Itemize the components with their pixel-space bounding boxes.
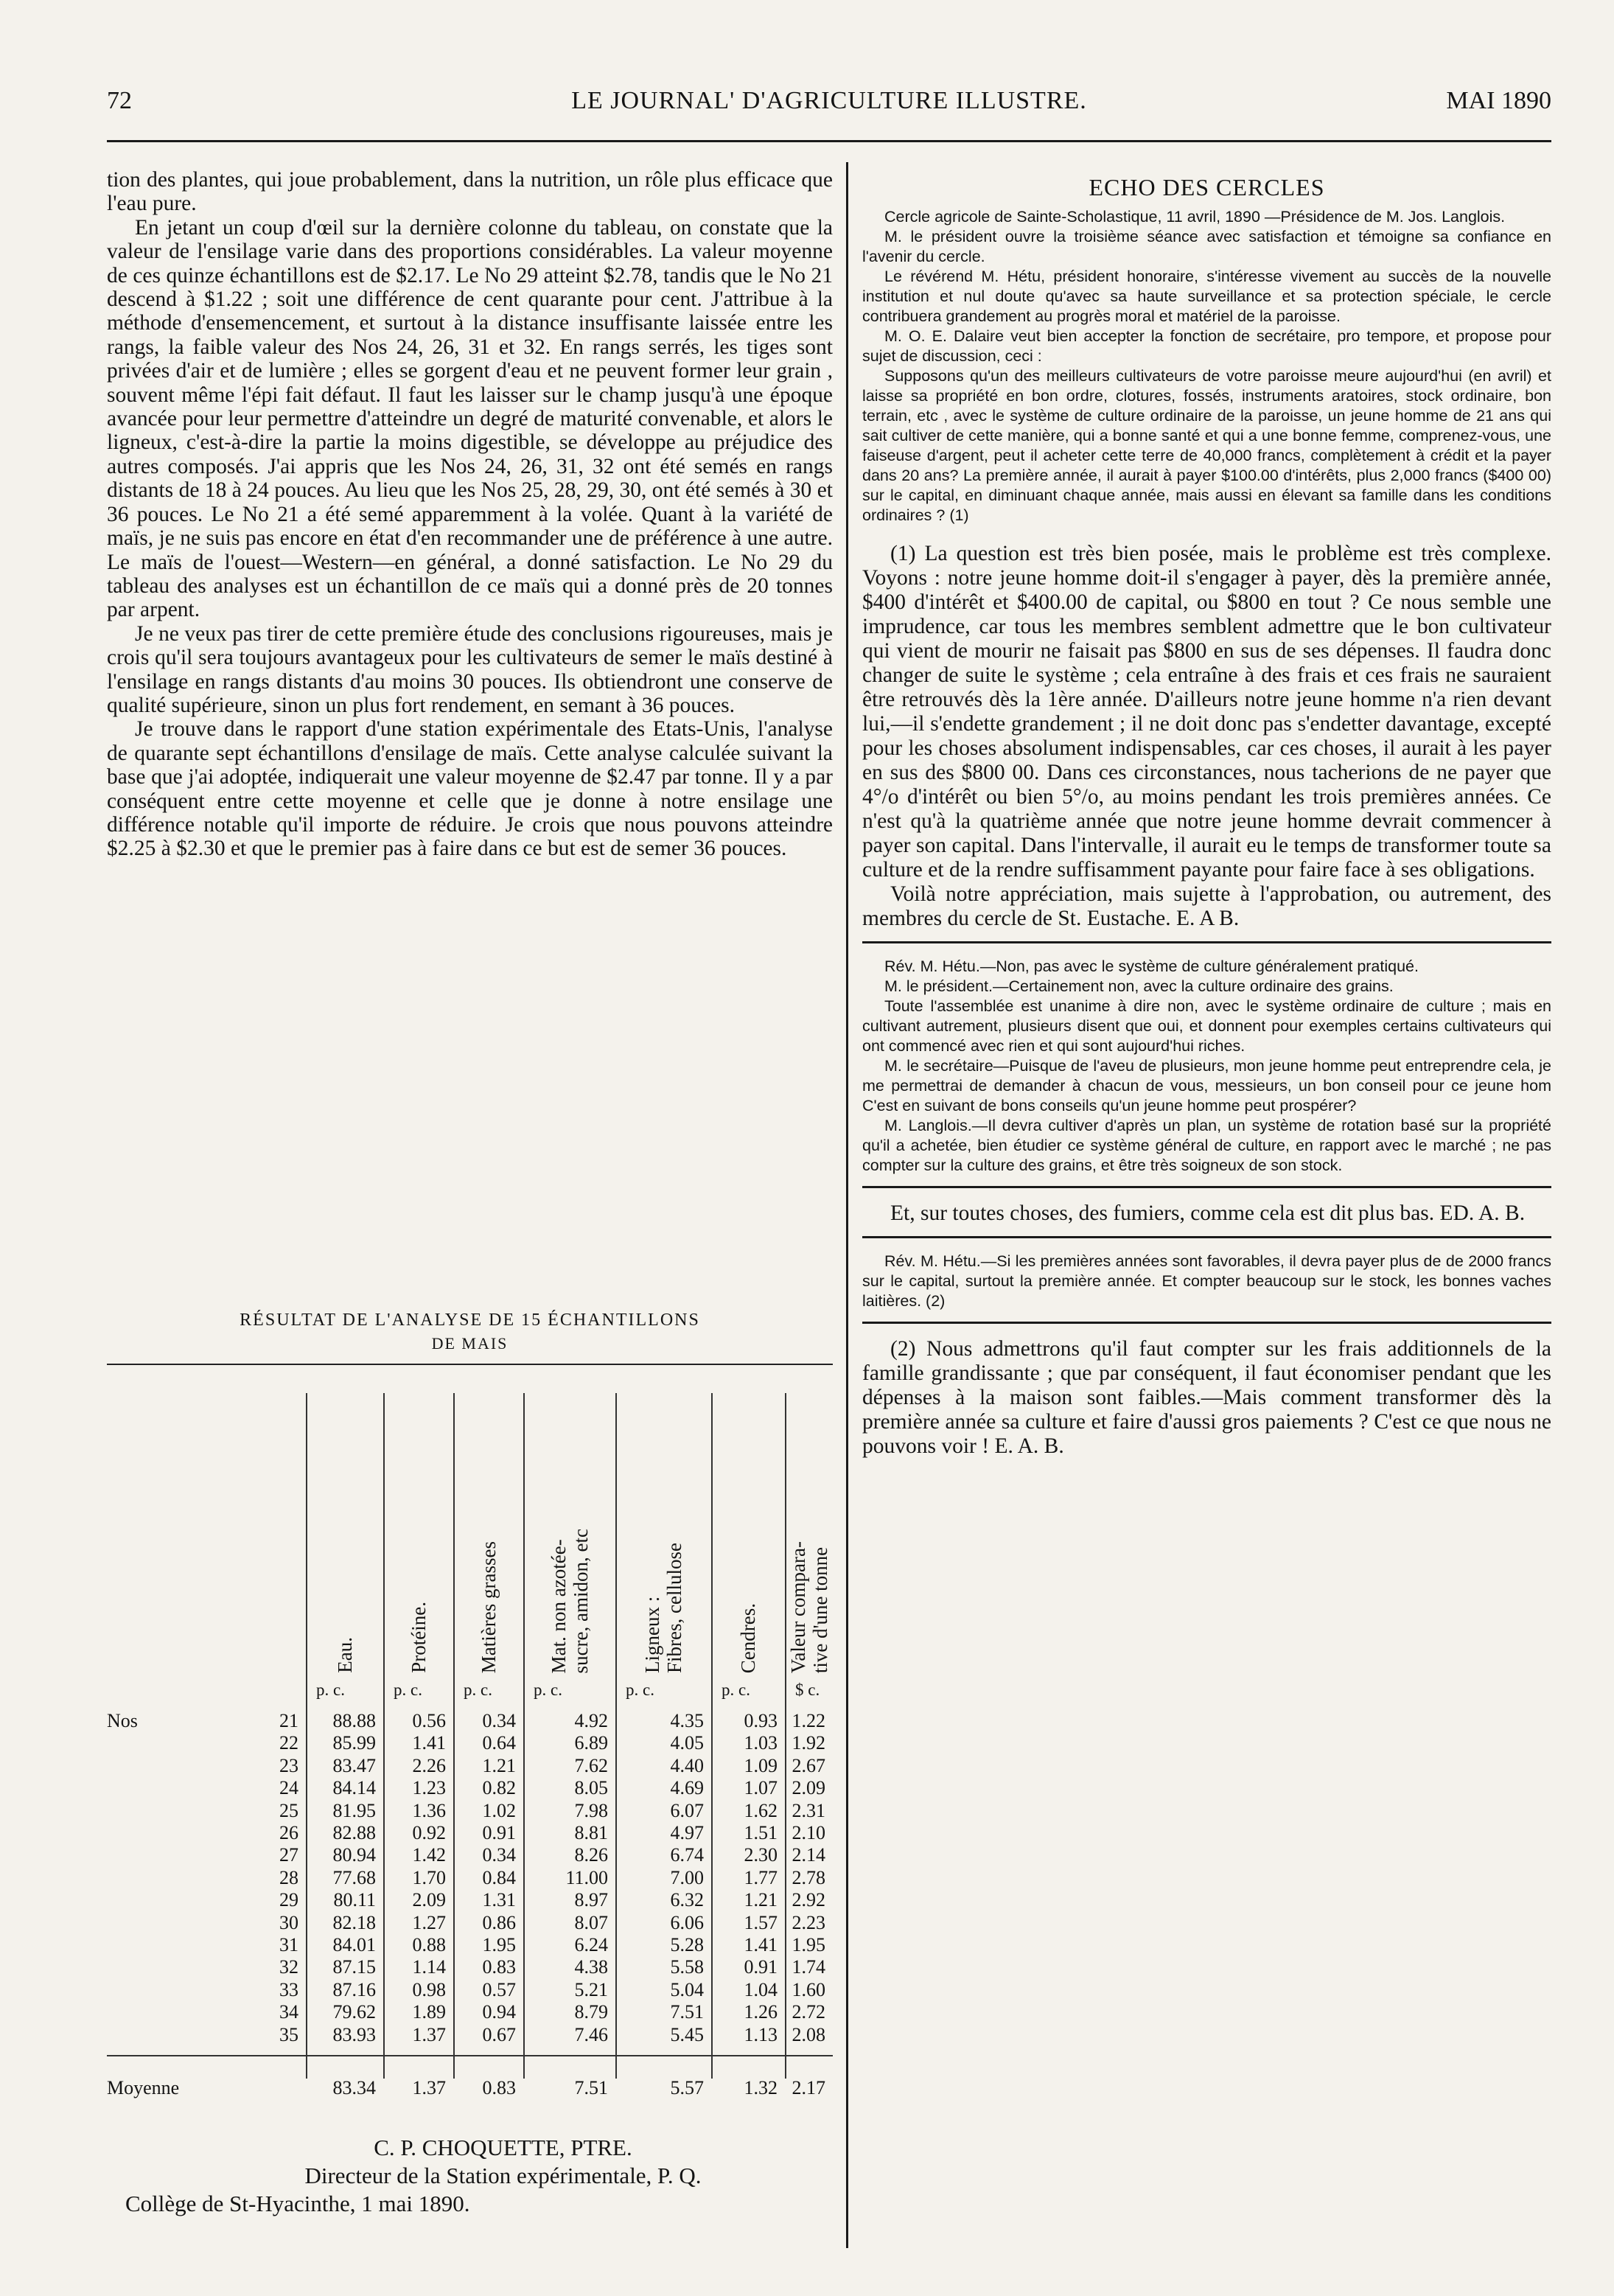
paragraph: Je ne veux pas tirer de cette première étude des conclusions rigoureuses, mais je crois qu'il sera toujours avantageux pour les cultivateurs de semer le maïs destiné à l'ensilage en rangs distants d'au moins 30 pouces. Ils obtiendront une conserve de qualité supérieure, sinon un plus fort rendement, en semant à 36 pouces. — [107, 621, 833, 717]
table-cell: 1.60 — [792, 1978, 825, 2000]
table-cell: 5.04 — [670, 1978, 704, 2000]
sample-number: 24 — [279, 1777, 298, 1799]
column-header — [711, 1393, 785, 1673]
table-cell: 0.91 — [482, 1822, 516, 1843]
table-cell: 2.30 — [744, 1844, 778, 1866]
table-row — [107, 1934, 833, 1956]
unit-label: $ c. — [795, 1681, 820, 1699]
column-header-label: Protéine. — [407, 1602, 430, 1673]
table-cell: 7.51 — [670, 2001, 704, 2023]
table-cell: 0.93 — [744, 1710, 778, 1731]
table-cell: 1.89 — [412, 2001, 446, 2023]
table-cell: 1.92 — [792, 1732, 825, 1754]
unit-label: p. c. — [464, 1681, 492, 1699]
table-cell: 7.62 — [574, 1754, 608, 1776]
table-cell: 2.23 — [792, 1911, 825, 1933]
table-cell: 6.32 — [670, 1889, 704, 1911]
table-cell: 8.05 — [574, 1777, 608, 1799]
issue-date: MAI 1890 — [1446, 87, 1551, 114]
table-cell: 1.95 — [482, 1934, 516, 1955]
table-row — [107, 1912, 833, 1934]
table-cell: 1.26 — [744, 2001, 778, 2023]
table-cell: 5.58 — [670, 1956, 704, 1978]
table-cell: 8.81 — [574, 1822, 608, 1843]
table-cell: 2.26 — [412, 1754, 446, 1776]
table-cell: 4.69 — [670, 1777, 704, 1799]
discussion-2 — [862, 1252, 1551, 1311]
paragraph: Supposons qu'un des meilleurs cultivateurs de votre paroisse meure aujourd'hui (en avril) et laisse sa propriété en bon ordre, clotures, fossés, instruments aratoires, stock ordinaire, bon terrain, etc , avec le système de culture ordinaire de la paroisse, un jeune homme de 21 ans qui sait cultiver de cette manière, qui a bonne santé et qui a une bonne femme, comprenez-vous, une faiseuse d'argent, peut il acheter cette terre de 40,000 francs, complètement à crédit et la payer dans 20 ans? La première année, il aurait à payer $100.00 d'intérêts, plus 2,000 francs ($400 00) sur le capital, en diminuant chaque année, mais aussi en élevant sa famille dans les conditions ordinaires ? (1) — [862, 367, 1551, 524]
paragraph: M. le président ouvre la troisième séance avec satisfaction et témoigne sa confiance en l'avenir du cercle. — [862, 228, 1551, 265]
sample-number: 35 — [279, 2023, 298, 2045]
average-rule — [107, 2055, 833, 2056]
table-cell: 0.83 — [482, 1956, 516, 1978]
editor-note-3 — [862, 1337, 1551, 1459]
column-header — [306, 1393, 383, 1673]
table-row — [107, 1710, 833, 1732]
table-cell: 0.84 — [482, 1866, 516, 1888]
table-cell: 2.09 — [412, 1889, 446, 1911]
table-cell: 4.38 — [574, 1956, 608, 1978]
paragraph: Toute l'assemblée est unanime à dire non, avec le système ordinaire de culture ; mais en cultivant autrement, plusieurs disent que oui, et donnent pour exemples certains cultivateurs qui ont commencé avec rien et qui sont aujourd'hui riches. — [862, 997, 1551, 1055]
unit-label: p. c. — [534, 1681, 562, 1699]
sample-number: 31 — [279, 1934, 298, 1955]
table-cell: 8.07 — [574, 1911, 608, 1933]
signature-name: C. P. CHOQUETTE, PTRE. — [374, 2135, 632, 2160]
table-cell: 0.57 — [482, 1978, 516, 2000]
left-column — [107, 168, 833, 861]
table-cell: 81.95 — [332, 1799, 376, 1821]
column-header-label: Ligneux : Fibres, cellulose — [641, 1543, 685, 1673]
paragraph: M. Langlois.—Il devra cultiver d'après un plan, un système de rotation basé sur la propriété qu'il a achetée, bien étudier ce système général de culture, en rapport avec le marché ; ne pas compter sur la culture des grains, et être très soigneux de son stock. — [862, 1117, 1551, 1174]
table-cell: 1.27 — [412, 1911, 446, 1933]
table-cell: 2.31 — [792, 1799, 825, 1821]
section-rule — [862, 1236, 1551, 1238]
table-cell: 1.21 — [482, 1754, 516, 1776]
table-cell: 0.82 — [482, 1777, 516, 1799]
table-cell: 0.56 — [412, 1710, 446, 1731]
table-caption-line: RÉSULTAT DE L'ANALYSE DE 15 ÉCHANTILLONS — [240, 1311, 700, 1330]
table-cell: 1.95 — [792, 1934, 825, 1955]
signature-role: Directeur de la Station expérimentale, P. Q. — [304, 2163, 702, 2188]
table-cell: 1.31 — [482, 1889, 516, 1911]
table-cell: 1.37 — [412, 2023, 446, 2045]
table-cell: 8.97 — [574, 1889, 608, 1911]
table-cell: 0.34 — [482, 1710, 516, 1731]
table-cell: 83.93 — [332, 2023, 376, 2045]
table-cell: 7.00 — [670, 1866, 704, 1888]
table-row — [107, 1732, 833, 1754]
table-cell: 83.47 — [332, 1754, 376, 1776]
column-header-label: Valeur compara- tive d'une tonne — [786, 1540, 831, 1673]
paragraph: Et, sur toutes choses, des fumiers, comme cela est dit plus bas. ED. A. B. — [890, 1201, 1526, 1225]
column-header — [523, 1393, 615, 1673]
table-cell: 8.26 — [574, 1844, 608, 1866]
paragraph: (2) Nous admettrons qu'il faut compter sur les frais additionnels de la famille grandissante ; que par conséquent, il faut économiser pendant que les dépenses à la maison sont faibles.—Mais comment transformer dès la première année sa culture et faire d'aussi gros paiements ? C'est ce que nous ne pouvons voir ! E. A. B. — [862, 1337, 1551, 1458]
table-cell: 1.14 — [412, 1956, 446, 1978]
table-cell: 79.62 — [332, 2001, 376, 2023]
table-cell: 1.07 — [744, 1777, 778, 1799]
row-label: Moyenne — [107, 2077, 180, 2098]
table-cell: 1.37 — [412, 2077, 446, 2098]
table-row — [107, 2077, 833, 2099]
table-cell: 1.41 — [744, 1934, 778, 1955]
table-cell: 1.21 — [744, 1889, 778, 1911]
paragraph: (1) La question est très bien posée, mais le problème est très complexe. Voyons : notre jeune homme doit-il s'engager à payer, dès la première année, $400 d'intérêt et $400.00 de capital, ou $800 en tout ? Ce nous semble une imprudence, car tous les membres semblent admettre que le bon cultivateur qui vient de mourir ne faisait pas $800 en sus de ses dépenses. Il faudra donc changer de suite le système ; cela entraîne à des frais et ces frais ne sauraient être retrouvés dès la 1ère année. D'ailleurs notre jeune homme n'a rien devant lui,—il s'endette grandement ; il ne doit donc pas s'endetter davantage, excepté pour les choses absolument indispensables, car ces choses, il aurait à les payer en sus des $800 00. Dans ces circonstances, nous tacherions de ne payer que 4°/o d'intérêt ou bien 5°/o, au moins pendant les trois premières années. Ce n'est qu'à la quatrième année que notre jeune homme devrait commencer à payer son capital. Dans l'intervalle, il aurait eu le temps de transformer toute sa culture et de la rendre suffisamment payante pour faire face à ses obligations. — [862, 542, 1551, 882]
column-header-label: Cendres. — [737, 1602, 759, 1673]
table-cell: 0.83 — [482, 2077, 516, 2098]
table-row — [107, 1889, 833, 1911]
paragraph: M. O. E. Dalaire veut bien accepter la fonction de secrétaire, pro tempore, et propose pour sujet de discussion, ceci : — [862, 327, 1551, 365]
table-cell: 80.94 — [332, 1844, 376, 1866]
table-cell: 1.32 — [744, 2077, 778, 2098]
editor-note-2 — [862, 1201, 1551, 1226]
sample-number: 29 — [279, 1889, 298, 1911]
discussion-1 — [862, 957, 1551, 1176]
column-header — [615, 1393, 711, 1673]
table-cell: 5.57 — [670, 2077, 704, 2098]
table-cell: 80.11 — [333, 1889, 376, 1911]
table-cell: 1.77 — [744, 1866, 778, 1888]
table-cell: 1.09 — [744, 1754, 778, 1776]
section-rule — [862, 1186, 1551, 1188]
table-cell: 2.67 — [792, 1754, 825, 1776]
sample-number: 26 — [279, 1822, 298, 1843]
table-row — [107, 1979, 833, 2001]
sample-number: 25 — [279, 1799, 298, 1821]
row-label: Nos — [107, 1710, 138, 1731]
paragraph: Je trouve dans le rapport d'une station expérimentale des Etats-Unis, l'analyse de quarante sept échantillons d'ensilage de maïs. Cette analyse calculée suivant la base que j'ai adoptée, indiquerait une valeur moyenne de $2.47 par tonne. Il y a par conséquent entre cette moyenne et celle que je donne à notre ensilage une différence notable qu'il importe de réduire. Je crois que nous pouvons atteindre $2.25 à $2.30 et que le premier pas à faire dans ce but est de semer 36 pouces. — [107, 717, 833, 861]
table-row — [107, 1867, 833, 1889]
paragraph: Voilà notre appréciation, mais sujette à l'approbation, ou autrement, des membres du cercle de St. Eustache. E. A B. — [862, 882, 1551, 930]
paragraph: Rév. M. Hétu.—Si les premières années sont favorables, il devra payer plus de de 2000 francs sur le capital, surtout la première année. Et compter beaucoup sur le stock, les bonnes vaches laitières. (2) — [862, 1252, 1551, 1310]
table-cell: 77.68 — [332, 1866, 376, 1888]
table-cell: 87.15 — [332, 1956, 376, 1978]
unit-label: p. c. — [722, 1681, 750, 1699]
paragraph: M. le président.—Certainement non, avec la culture ordinaire des grains. — [884, 977, 1394, 995]
table-cell: 1.02 — [482, 1799, 516, 1821]
page-header — [107, 80, 1551, 124]
table-cell: 2.08 — [792, 2023, 825, 2045]
table-cell: 7.51 — [574, 2077, 608, 2098]
table-cell: 1.23 — [412, 1777, 446, 1799]
analysis-table — [107, 1364, 833, 2098]
table-cell: 6.24 — [574, 1934, 608, 1955]
sample-number: 34 — [279, 2001, 298, 2023]
table-cell: 82.88 — [332, 1822, 376, 1843]
table-cell: 0.91 — [744, 1956, 778, 1978]
sample-number: 28 — [279, 1866, 298, 1888]
table-top-rule — [107, 1364, 833, 1365]
table-cell: 4.05 — [670, 1732, 704, 1754]
table-row — [107, 1822, 833, 1844]
table-cell: 2.09 — [792, 1777, 825, 1799]
paragraph: En jetant un coup d'œil sur la dernière colonne du tableau, on constate que la valeur de l'ensilage varie dans des proportions considérables. La valeur moyenne de ces quinze échantillons est de $2.17. Le No 29 atteint $2.78, tandis que le No 21 descend à $1.22 ; soit une différence de cent quarante pour cent. J'attribue à la méthode d'ensemencement, et surtout à la distance insuffisante laissée entre les rangs, la faible valeur des Nos 24, 26, 31 et 32. En rangs serrés, les tiges sont privées d'air et de lumière ; elles se gorgent d'eau et ne peuvent former leur grain , souvent même l'épi fait défaut. Il faut les laisser sur le champ jusqu'à une époque avancée pour leur permettre d'atteindre un degré de maturité convenable, et alors le ligneux, c'est-à-dire la partie la moins digestible, se développe au préjudice des autres composés. J'ai appris que les Nos 24, 26, 31, 32 ont été semés en rangs distants de 18 à 24 pouces. Au lieu que les Nos 25, 28, 29, 30, ont été semés à 30 et 36 pouces. Le No 21 a été semé apparemment à la volée. Quant à la variété de maïs, je ne suis pas encore en état d'en recommander une de préférence à une autre. Le maïs de l'ouest—Western—en général, a donné satisfaction. Le No 29 du tableau des analyses est un échantillon de ce maïs qui a donné près de 20 tonnes par arpent. — [107, 215, 833, 622]
sample-number: 21 — [279, 1710, 298, 1731]
table-row — [107, 1800, 833, 1822]
table-row — [107, 1777, 833, 1799]
table-cell: 1.22 — [792, 1710, 825, 1731]
section-rule — [862, 1322, 1551, 1324]
table-cell: 6.89 — [574, 1732, 608, 1754]
table-caption — [107, 1308, 833, 1355]
table-cell: 2.78 — [792, 1866, 825, 1888]
sample-number: 30 — [279, 1911, 298, 1933]
table-row — [107, 2024, 833, 2046]
unit-label: p. c. — [316, 1681, 345, 1699]
paragraph: Cercle agricole de Sainte-Scholastique, 11 avril, 1890 —Présidence de M. Jos. Langlois. — [884, 208, 1506, 226]
table-cell: 0.64 — [482, 1732, 516, 1754]
table-cell: 84.01 — [332, 1934, 376, 1955]
page-number: 72 — [107, 87, 132, 114]
table-cell: 82.18 — [332, 1911, 376, 1933]
sample-number: 32 — [279, 1956, 298, 1978]
table-cell: 1.51 — [744, 1822, 778, 1843]
unit-label: p. c. — [626, 1681, 654, 1699]
editor-note-1 — [862, 542, 1551, 931]
table-row — [107, 1956, 833, 1978]
table-cell: 0.86 — [482, 1911, 516, 1933]
table-cell: 1.42 — [412, 1844, 446, 1866]
sample-number: 23 — [279, 1754, 298, 1776]
table-cell: 6.06 — [670, 1911, 704, 1933]
table-cell: 6.07 — [670, 1799, 704, 1821]
table-cell: 2.14 — [792, 1844, 825, 1866]
table-row — [107, 2001, 833, 2023]
column-divider — [846, 162, 848, 2248]
table-cell: 0.94 — [482, 2001, 516, 2023]
sample-number: 33 — [279, 1978, 298, 2000]
table-cell: 85.99 — [332, 1732, 376, 1754]
table-cell: 1.13 — [744, 2023, 778, 2045]
table-cell: 83.34 — [332, 2077, 376, 2098]
column-header-label: Eau. — [333, 1637, 356, 1673]
table-cell: 4.40 — [670, 1754, 704, 1776]
sample-number: 22 — [279, 1732, 298, 1754]
paragraph: M. le secrétaire—Puisque de l'aveu de plusieurs, mon jeune homme peut entreprendre cela, je me permettrai de demander à chacun de vous, messieurs, un bon conseil pour ce jeune hom C'est en suivant de bons conseils qu'un jeune homme peut prospérer? — [862, 1057, 1551, 1114]
table-cell: 4.92 — [574, 1710, 608, 1731]
column-header-label: Mat. non azotée- sucre, amidon, etc — [547, 1528, 592, 1673]
table-cell: 84.14 — [332, 1777, 376, 1799]
table-cell: 7.46 — [574, 2023, 608, 2045]
table-cell: 1.04 — [744, 1978, 778, 2000]
table-cell: 5.21 — [574, 1978, 608, 2000]
sample-number: 27 — [279, 1844, 298, 1866]
paragraph: tion des plantes, qui joue probablement, dans la nutrition, un rôle plus efficace que l'eau pure. — [107, 168, 833, 216]
table-cell: 0.67 — [482, 2023, 516, 2045]
table-cell: 1.74 — [792, 1956, 825, 1978]
table-cell: 2.92 — [792, 1889, 825, 1911]
signature-place: Collège de St-Hyacinthe, 1 mai 1890. — [125, 2191, 470, 2216]
section-title: ECHO DES CERCLES — [1089, 174, 1325, 200]
paragraph: Le révérend M. Hétu, président honoraire, s'intéresse vivement au succès de la nouvelle institution et nul doute qu'avec sa haute surveillance et sa protection spéciale, le cercle contribuera grandement au progrès moral et matériel de la paroisse. — [862, 268, 1551, 325]
column-header — [785, 1393, 833, 1673]
table-cell: 88.88 — [332, 1710, 376, 1731]
table-cell: 1.57 — [744, 1911, 778, 1933]
signature-block — [107, 2134, 833, 2218]
table-cell: 5.45 — [670, 2023, 704, 2045]
journal-title: LE JOURNAL' D'AGRICULTURE ILLUSTRE. — [571, 87, 1087, 114]
table-cell: 87.16 — [332, 1978, 376, 2000]
table-cell: 1.36 — [412, 1799, 446, 1821]
table-cell: 6.74 — [670, 1844, 704, 1866]
unit-label: p. c. — [394, 1681, 422, 1699]
table-cell: 7.98 — [574, 1799, 608, 1821]
header-rule — [107, 140, 1551, 142]
table-cell: 0.88 — [412, 1934, 446, 1955]
table-cell: 4.97 — [670, 1822, 704, 1843]
column-header — [453, 1393, 523, 1673]
section-rule — [862, 941, 1551, 943]
table-cell: 1.03 — [744, 1732, 778, 1754]
table-cell: 11.00 — [565, 1866, 608, 1888]
table-cell: 1.62 — [744, 1799, 778, 1821]
table-row — [107, 1844, 833, 1866]
table-cell: 2.72 — [792, 2001, 825, 2023]
table-cell: 0.34 — [482, 1844, 516, 1866]
table-row — [107, 1755, 833, 1777]
table-cell: 2.17 — [792, 2077, 825, 2098]
paragraph: Rév. M. Hétu.—Non, pas avec le système de culture généralement pratiqué. — [884, 957, 1419, 975]
meeting-report — [862, 207, 1551, 526]
table-cell: 0.98 — [412, 1978, 446, 2000]
table-cell: 2.10 — [792, 1822, 825, 1843]
table-cell: 5.28 — [670, 1934, 704, 1955]
column-header — [383, 1393, 453, 1673]
table-cell: 8.79 — [574, 2001, 608, 2023]
table-cell: 1.70 — [412, 1866, 446, 1888]
table-cell: 1.41 — [412, 1732, 446, 1754]
table-caption-line: DE MAIS — [431, 1334, 509, 1353]
column-header-label: Matières grasses — [477, 1540, 500, 1673]
table-cell: 4.35 — [670, 1710, 704, 1731]
table-cell: 0.92 — [412, 1822, 446, 1843]
right-column — [862, 168, 1551, 1459]
